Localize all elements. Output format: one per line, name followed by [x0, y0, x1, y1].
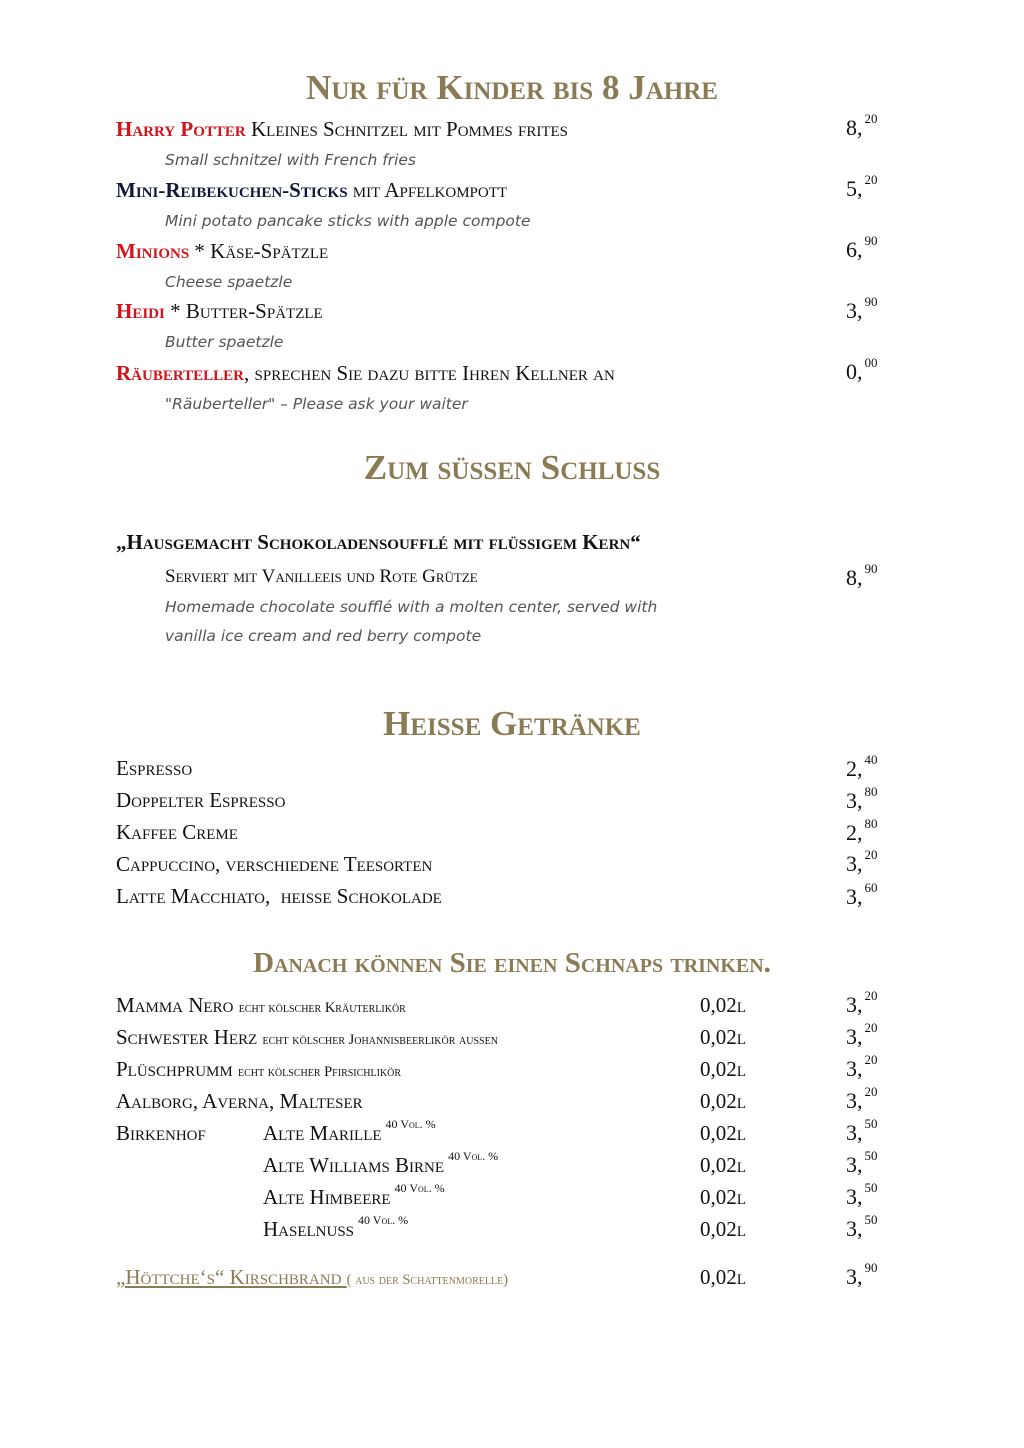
section-title-hot-drinks: Heiße Getränke: [383, 704, 641, 743]
menu-item-harry-potter: [116, 111, 916, 147]
item-name: Räuberteller: [116, 361, 245, 385]
item-name: Heidi: [116, 299, 165, 323]
item-price: 3, $^{50}$: [846, 1148, 878, 1177]
item-price: 8, $^{20}$: [846, 111, 878, 140]
section-title-schnaps: Danach können Sie einen Schnaps trinken.: [253, 947, 771, 979]
item-desc: Kleines Schnitzel mit Pommes frites: [250, 117, 568, 141]
menu-item-raeuberteller: [116, 355, 916, 391]
item-price: 3, $^{80}$: [846, 784, 878, 813]
item-desc: , sprechen Sie dazu bitte Ihren Kellner an: [244, 361, 615, 385]
menu-item-mini-reibekuchen: [116, 172, 916, 208]
birkenhof-alte-himbeere: Alte Himbeere $^{40 Vol. \%}$: [263, 1181, 445, 1209]
birkenhof-alte-williams-birne: Alte Williams Birne $^{40 Vol. \%}$: [263, 1149, 499, 1177]
schnaps-plueschprumm: Plüschprumm echt kölscher Pfirsichlikör: [116, 1057, 402, 1081]
item-price: 3, $^{20}$: [846, 988, 878, 1017]
item-price: 3, $^{20}$: [846, 1052, 878, 1081]
drink-latte-macchiato: Latte Macchiato, heiße Schokolade: [116, 884, 442, 908]
menu-item-minions: [116, 233, 916, 269]
item-price: 3, $^{90}$: [846, 1260, 878, 1289]
item-price: 3, $^{60}$: [846, 880, 878, 909]
item-price: 2, $^{40}$: [846, 752, 878, 781]
item-volume: 0,02l: [700, 1217, 746, 1241]
item-price: 3, $^{20}$: [846, 1020, 878, 1049]
drink-doppelter-espresso: Doppelter Espresso: [116, 788, 286, 812]
item-translation: Small schnitzel with French fries: [165, 151, 416, 169]
section-title-dessert: Zum süßen Schluss: [363, 448, 661, 487]
item-desc: * Käse-Spätzle: [194, 239, 329, 263]
item-translation: "Räuberteller" – Please ask your waiter: [165, 395, 468, 413]
item-price: 3, $^{20}$: [846, 1084, 878, 1113]
item-translation: Butter spaetzle: [165, 333, 284, 351]
section-title-kids: Nur für Kinder bis 8 Jahre: [306, 68, 718, 107]
drink-kaffee-creme: Kaffee Creme: [116, 820, 238, 844]
item-price: 3, $^{20}$: [846, 847, 878, 876]
dessert-name: „Hausgemacht Schokoladensoufflé mit flüssigem Kern“: [116, 530, 641, 554]
item-price: 5, $^{20}$: [846, 172, 878, 201]
item-name: Minions: [116, 239, 190, 263]
item-name: Harry Potter: [116, 117, 246, 141]
drink-cappuccino: Cappuccino, verschiedene Teesorten: [116, 852, 433, 876]
item-name: Mini-Reibekuchen-Sticks: [116, 178, 348, 202]
item-translation: Mini potato pancake sticks with apple compote: [165, 212, 531, 230]
item-price: 0, $^{00}$: [846, 355, 878, 384]
item-desc: * Butter-Spätzle: [170, 299, 323, 323]
item-price: 6, $^{90}$: [846, 233, 878, 262]
birkenhof-label: Birkenhof: [116, 1121, 206, 1145]
dessert-price: 8, $^{90}$: [846, 561, 878, 590]
birkenhof-alte-marille: Alte Marille $^{40 Vol. \%}$: [263, 1117, 436, 1145]
item-volume: 0,02l: [700, 1265, 746, 1289]
schnaps-schwester-herz: Schwester Herz echt kölscher Johannisbeerlikör aussen: [116, 1025, 498, 1049]
item-volume: 0,02l: [700, 1121, 746, 1145]
item-desc: mit Apfelkompott: [352, 178, 508, 202]
dessert-translation-line2: vanilla ice cream and red berry compote: [165, 627, 482, 645]
item-price: 3, $^{50}$: [846, 1180, 878, 1209]
item-translation: Cheese spaetzle: [165, 273, 293, 291]
item-volume: 0,02l: [700, 1153, 746, 1177]
item-volume: 0,02l: [700, 1057, 746, 1081]
schnaps-mamma-nero: Mamma Nero echt kölscher Kräuterlikör: [116, 993, 406, 1017]
item-volume: 0,02l: [700, 1089, 746, 1113]
item-price: 3, $^{90}$: [846, 294, 878, 323]
schnaps-aalborg: Aalborg, Averna, Malteser: [116, 1089, 363, 1113]
drink-espresso: Espresso: [116, 756, 193, 780]
schnaps-hoettches-kirschbrand: „Höttche‘s“ Kirschbrand ( aus der Schattenmorelle): [116, 1265, 509, 1289]
item-price: 3, $^{50}$: [846, 1116, 878, 1145]
item-price: 2, $^{80}$: [846, 816, 878, 845]
birkenhof-haselnuss: Haselnuss $^{40 Vol. \%}$: [263, 1213, 409, 1241]
item-volume: 0,02l: [700, 993, 746, 1017]
menu-item-heidi: [116, 294, 916, 329]
dessert-desc: Serviert mit Vanilleeis und Rote Grütze: [165, 566, 478, 587]
item-volume: 0,02l: [700, 1185, 746, 1209]
dessert-translation-line1: Homemade chocolate soufflé with a molten center, served with: [165, 598, 658, 616]
item-price: 3, $^{50}$: [846, 1212, 878, 1241]
kirschbrand-link[interactable]: „Höttche‘s“ Kirschbrand: [116, 1265, 347, 1289]
item-volume: 0,02l: [700, 1025, 746, 1049]
